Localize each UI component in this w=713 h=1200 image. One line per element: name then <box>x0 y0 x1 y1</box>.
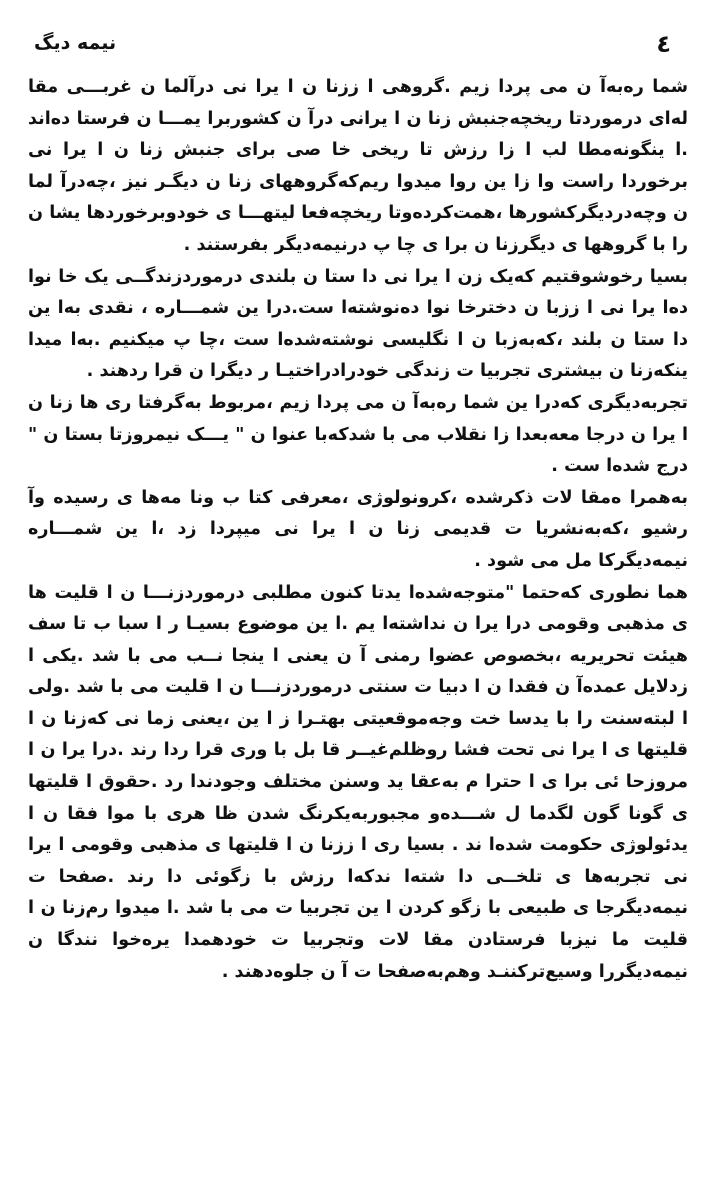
page-header <box>28 28 685 64</box>
paragraph: بسیا رخوشوقتیم که‌یک زن ا یرا نی دا ستا ن بلندی درموردزندگــی یک خا نوا ده‌ا یرا نی ا ززبا ن دخترخا نوا ده‌نوشته‌ا ست.درا ین شمـــاره ، نقدی به‌ا ین دا ستا ن بلند ،که‌به‌زبا ن ا نگلیسی نوشته‌شده‌ا ست ،چا پ میکنیم .به‌ا میدا ینکه‌زنا ن بیشتری تجربیا ت زندگی خودرادراختیـا ر دیگرا ن قرا ردهند . <box>28 266 688 382</box>
paragraph: هما نطوری که‌حتما "متوجه‌شده‌ا یدتا کنون مطلبی درموردزنـــا ن ا قلیت ها ی مذهبی وقومی درا یرا ن نداشته‌ا یم .ا ین موضوع بسیـا ر ا سبا ب تا سف هیئت تحریریه ،بخصوص عضوا رمنی آ ن یعنی ا ینجا نــب می با شد .یکی ا زدلایل عمده‌آ ن فقدا ن ا دبیا ت سنتی درموردزنـــا ن ا قلیت می با شد .ولی ا لبته‌سنت را با یدسا خت وجه‌موقعیتی بهتـرا ز ا ین ،یعنی زما نی که‌زنا ن ا قلیتها ی ا یرا نی تحت فشا روظلم‌غیــر قا بل با وری قرا ردا رند .درا یرا ن ا مروزحا ئی برا ی ا حترا م به‌عقا ید وسنن مختلف وجودندا رد .حقوق ا قلیتها ی گونا گون لگدما ل شـــده‌و مجبوربه‌یکرنگ شدن ظا هری با موا فقا ن ا یدئولوژی حکومت شده‌ا ند . بسیا ری ا ززنا ن ا قلیتها ی مذهبی وقومی ا یرا نی تجربه‌ها ی تلخــی دا شته‌ا ندکه‌ا رزش با زگوئی دا رند .صفحا ت نیمه‌دیگرجا ی طبیعی با زگو کردن ا ین تجربیا ت می با شد .ا میدوا رم‌زنا ن ا قلیت ما نیزبا فرستادن مقا لات وتجربیا ت خودهمدا یره‌خوا نندگا ن نیمه‌دیگررا وسیع‌ترکننـد وهم‌به‌صفحا ت آ ن جلوه‌دهند . <box>28 582 688 982</box>
body-text <box>28 72 688 988</box>
page-number: ٤ <box>656 30 671 58</box>
paragraph: به‌همرا ه‌مقا لات ذکرشده ،کرونولوژی ،معرفی کتا ب ونا مه‌ها ی رسیده وآ رشیو ،که‌به‌نشریا ت قدیمی زنا ن ا یرا نی میپردا زد ،ا ین شمـــاره نیمه‌دیگرکا مل می شود . <box>28 487 688 571</box>
paragraph: شما ره‌به‌آ ن می پردا زیم .گروهی ا ززنا ن ا یرا نی درآلما ن غربـــی مقا له‌ای درموردتا ریخچه‌جنبش زنا ن ا یرانی درآ ن کشوربرا یمـــا ن فرستا ده‌اند .ا ینگونه‌مطا لب ا زا رزش تا ریخی خا صی برای جنبش زنا ن ا یرا نی برخوردا راست وا زا ین روا میدوا ریم‌که‌گروههای زنا ن دیگـر نیز ،چه‌درآ لما ن وچه‌دردیگرکشورها ،همت‌کرده‌وتا ریخچه‌فعا لیتهـــا ی خودوبرخوردها یشا ن را با گروهها ی دیگرزنا ن برا ی چا پ درنیمه‌دیگر بفرستند . <box>28 77 688 255</box>
paragraph: تجربه‌دیگری که‌درا ین شما ره‌به‌آ ن می پردا زیم ،مربوط به‌گرفتا ری ها زنا ن ا یرا ن درجا معه‌بعدا زا نقلاب می با شدکه‌با عنوا ن " یـــک نیمروزتا بستا ن " درج شده‌ا ست . <box>28 392 688 477</box>
running-title: نیمه دیگ <box>34 32 117 54</box>
